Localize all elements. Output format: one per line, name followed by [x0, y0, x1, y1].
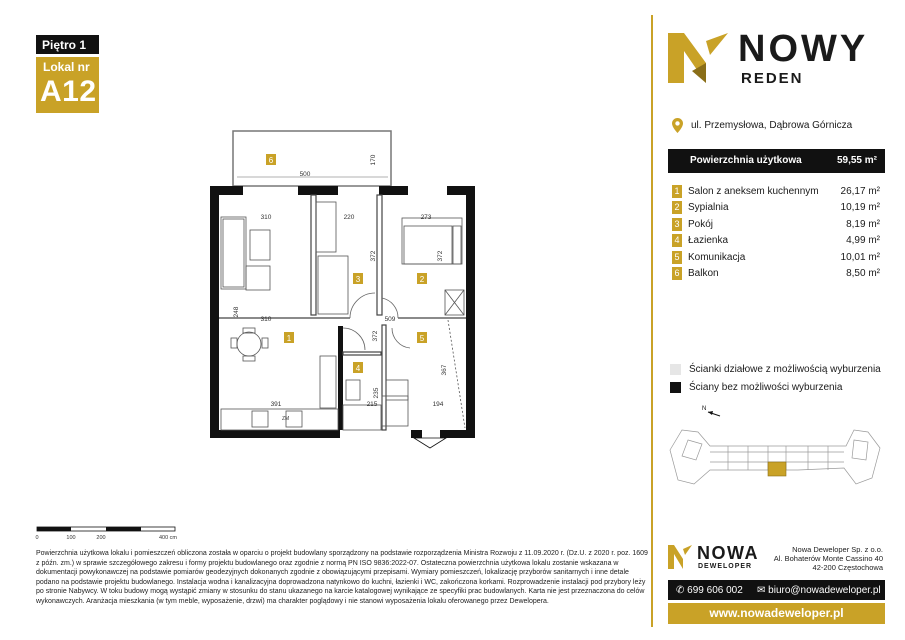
svg-text:6: 6 — [268, 156, 274, 165]
room-number: 3 — [672, 218, 682, 231]
room-area: 10,01 m² — [840, 251, 880, 263]
dim-room3-width: 220 — [343, 214, 355, 221]
area-total: 59,55 m² — [836, 155, 877, 166]
fixed-wall-swatch — [670, 382, 681, 393]
svg-text:4: 4 — [355, 364, 361, 373]
dim-salon-top: 310 — [260, 214, 272, 221]
dim-room2-depth: 372 — [437, 250, 444, 262]
scale-bar — [35, 527, 177, 540]
location-pin-icon — [672, 118, 683, 133]
nowy-logo-mark-icon — [668, 33, 730, 83]
dim-bath-width: 215 — [366, 401, 378, 408]
list-item — [672, 233, 880, 249]
mail-icon: ✉ — [757, 585, 766, 596]
phone-icon: ✆ — [676, 585, 685, 596]
area-label: Powierzchnia użytkowa — [690, 155, 802, 166]
dim-bath-depth: 372 — [372, 330, 379, 342]
email[interactable] — [757, 585, 881, 596]
scale-0: 0 — [35, 535, 39, 540]
developer-sub: DEWELOPER — [698, 563, 753, 570]
svg-text:5: 5 — [419, 334, 425, 343]
area-header — [668, 149, 885, 173]
scale-100: 100 — [66, 535, 76, 540]
room-name: Balkon — [688, 267, 719, 279]
disclaimer: Powierzchnia użytkowa lokalu i pomieszczeń obliczona została w oparciu o projekt budowlany sporządzony na podstawie rozporządzenia Ministra Rozwoju z 11.09.2020 r. (Dz.U. z 2020 r. poz. 1609 z późn. zm.) w sprawie szczegółowego zakresu i formy projektu budowlanego oraz zgodnie z normą PN ISO 9836:2022-07. Ostateczna powierzchnia użytkowa lokalu zostanie wskazana w dokumentacji powykonawczej na podstawie pomiarów geodezyjnych dokonanych zgodnie z obowiązującymi przepisami. Wymiary pomieszczeń, lokalizację przyborów sanitarnych i inne detale podano na podstawie projektu budowlanego. Instalacja wodna i kanalizacyjna doprowadzona natynkowo do kuchni, łazienki i WC, zakończona korkami. Rozprowadzenie instalacji pod przybory leży po stronie Nabywcy. W toku budowy mogą wystąpić zmiany w stosunku do stanu ukazanego na karcie katalogowej wynikające ze specyfiki prac budowlanych. Karta nie jest przeznaczona do celów wykonawczych. Aranżacja mieszkania (w tym meble, wyposażenie, drzwi) ma charakter poglądowy i nie stanowi wyposażenia lokalu oferowanego przez Dewelopera. — [36, 550, 648, 605]
room-name: Pokój — [688, 218, 714, 230]
compass-label: N — [702, 406, 707, 412]
legend — [670, 360, 881, 396]
scale-200: 200 — [96, 535, 106, 540]
company-line: Al. Bohaterów Monte Cassino 40 — [773, 554, 883, 563]
room-name: Komunikacja — [688, 251, 746, 263]
room-list — [672, 184, 880, 282]
floor-tag: Piętro 1 — [36, 35, 99, 54]
room-number: 4 — [672, 234, 682, 247]
phone-number: 699 606 002 — [687, 585, 743, 596]
dim-salon-mid: 310 — [260, 316, 272, 323]
address-text: ul. Przemysłowa, Dąbrowa Górnicza — [691, 120, 853, 131]
removable-wall-swatch — [670, 364, 681, 375]
list-item — [672, 266, 880, 282]
svg-text:ZM: ZM — [282, 416, 290, 422]
list-item — [672, 200, 880, 216]
balcony — [233, 131, 391, 186]
room-number: 2 — [672, 201, 682, 214]
room-area: 8,19 m² — [846, 218, 880, 230]
legend-item — [670, 378, 881, 396]
dim-salon-depth: 248 — [233, 306, 240, 318]
dim-bath-inner: 235 — [373, 387, 380, 399]
developer-name: NOWA — [697, 543, 759, 563]
building-key-plan — [668, 400, 885, 492]
legend-item — [670, 360, 881, 378]
room-area: 26,17 m² — [840, 186, 880, 197]
brand-sub: REDEN — [741, 70, 804, 87]
dim-balcony-width: 500 — [299, 171, 311, 178]
unit-label: Lokal nr — [43, 60, 90, 74]
dim-salon-bottom: 391 — [270, 401, 282, 408]
room-number: 5 — [672, 251, 682, 264]
address — [672, 118, 852, 133]
dim-corridor-width: 509 — [384, 316, 396, 323]
room-name: Salon z aneksem kuchennym — [688, 186, 819, 197]
dim-room2-width: 273 — [420, 214, 432, 221]
svg-text:2: 2 — [419, 275, 425, 284]
list-item — [672, 250, 880, 266]
phone[interactable] — [676, 585, 743, 596]
unit-number: A12 — [40, 75, 97, 108]
company-line: 42-200 Częstochowa — [812, 563, 883, 572]
dim-room3-depth: 372 — [370, 250, 377, 262]
room-name: Łazienka — [688, 235, 729, 247]
list-item — [672, 217, 880, 233]
room-number: 6 — [672, 267, 682, 280]
company-line: Nowa Deweloper Sp. z o.o. — [792, 545, 883, 554]
brand-name: NOWY — [738, 28, 869, 70]
dim-hall-depth: 367 — [441, 364, 448, 376]
nowa-logo-mark-icon — [668, 545, 692, 569]
room-name: Sypialnia — [688, 202, 729, 214]
contact-bar — [668, 580, 885, 600]
room-area: 10,19 m² — [840, 202, 880, 214]
divider — [651, 15, 653, 627]
website-link[interactable]: www.nowadeweloper.pl — [668, 603, 885, 624]
svg-text:3: 3 — [355, 275, 361, 284]
dim-balcony-depth: 170 — [370, 154, 377, 166]
room-area: 4,99 m² — [846, 235, 880, 247]
room-markers — [284, 273, 427, 373]
email-address: biuro@nowadeweloper.pl — [768, 585, 881, 596]
room-number: 1 — [672, 185, 682, 198]
room-area: 8,50 m² — [846, 267, 880, 279]
legend-removable: Ścianki działowe z możliwością wyburzenia — [689, 363, 881, 375]
company-info — [774, 545, 883, 572]
list-item — [672, 184, 880, 200]
scale-400: 400 cm — [158, 535, 178, 540]
north-arrow-icon — [702, 406, 720, 416]
svg-text:1: 1 — [286, 334, 292, 343]
legend-fixed: Ściany bez możliwości wyburzenia — [689, 381, 843, 393]
dim-hall-width: 194 — [432, 401, 444, 408]
